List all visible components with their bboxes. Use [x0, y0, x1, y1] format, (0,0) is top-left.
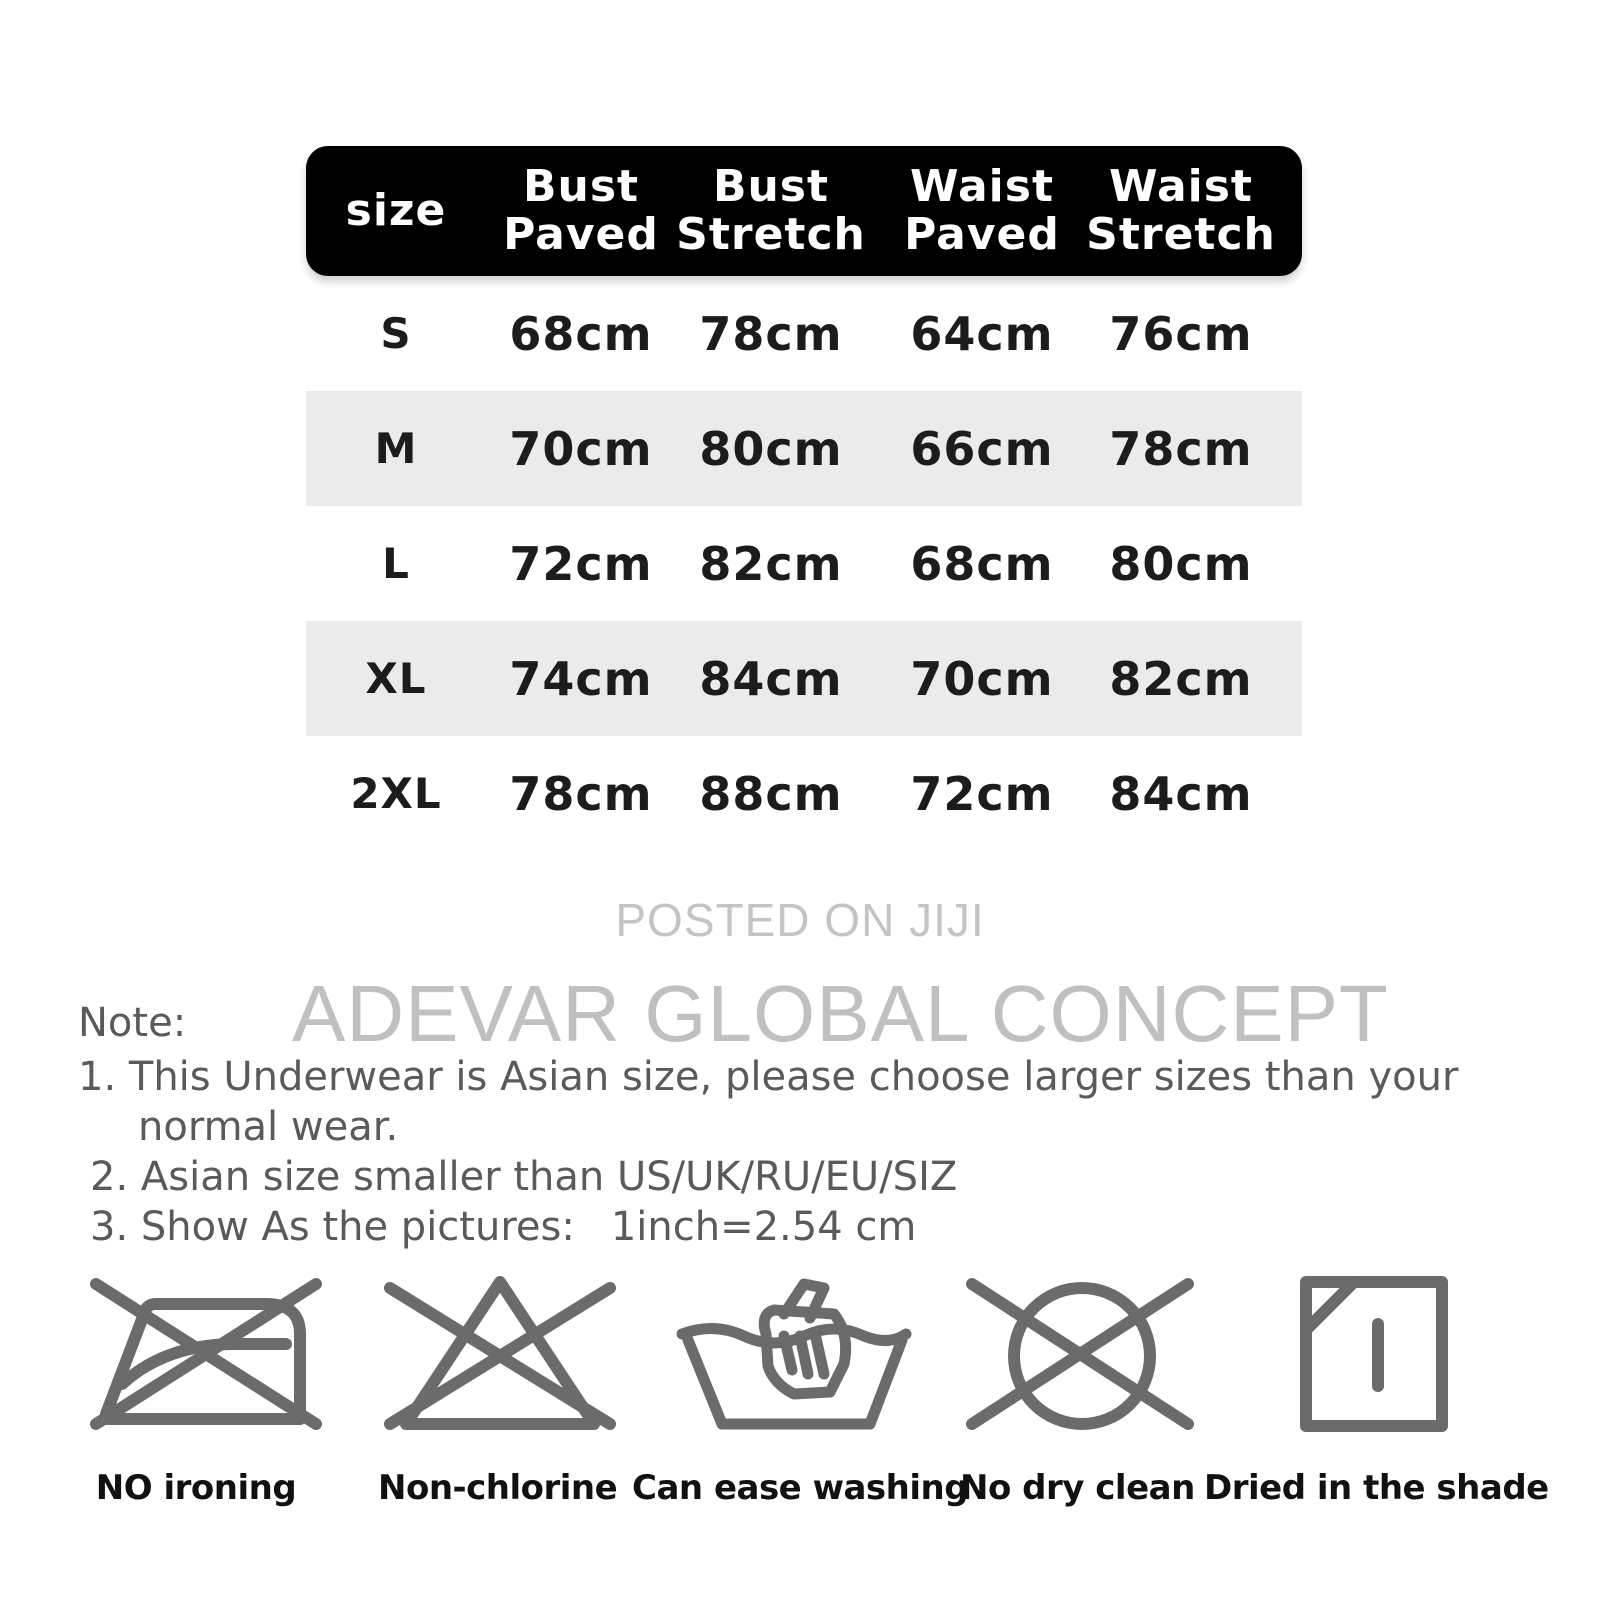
care-label-no-ironing: NO ironing: [95, 1468, 297, 1508]
table-header: [306, 146, 1302, 276]
waist-paved-cell: 72cm: [910, 766, 1054, 821]
bust-stretch-cell: 78cm: [699, 306, 843, 361]
waist-stretch-cell: 84cm: [1109, 766, 1253, 821]
size-cell: XL: [365, 654, 427, 703]
bust-stretch-cell: 80cm: [699, 421, 843, 476]
waist-stretch-cell: 82cm: [1109, 651, 1253, 706]
bust-paved-cell: 70cm: [509, 421, 653, 476]
waist-paved-cell: 68cm: [910, 536, 1054, 591]
seller-watermark: ADEVAR GLOBAL CONCEPT: [292, 969, 1389, 1058]
table-row: [306, 276, 1302, 391]
header-size: size: [345, 185, 447, 236]
note-1: 1. This Underwear is Asian size, please choose larger sizes than your: [78, 1054, 1459, 1100]
bust-paved-cell: 74cm: [509, 651, 653, 706]
no-ironing-icon: [86, 1274, 326, 1434]
waist-stretch-cell: 76cm: [1109, 306, 1253, 361]
header-bust-paved: Bust Paved: [503, 161, 659, 260]
size-cell: S: [380, 309, 412, 358]
table-row: [306, 506, 1302, 621]
size-table: [306, 146, 1302, 851]
care-label-hand-wash: Can ease washing: [632, 1468, 969, 1508]
notes-title: Note:: [78, 1000, 187, 1046]
dry-in-shade-icon: [1252, 1274, 1492, 1434]
no-dry-clean-icon: [962, 1274, 1202, 1434]
hand-wash-icon: [674, 1274, 914, 1434]
note-3-value: 1inch=2.54 cm: [610, 1204, 917, 1250]
care-label-non-chlorine: Non-chlorine: [378, 1468, 618, 1508]
size-cell: M: [374, 424, 418, 473]
table-row: [306, 621, 1302, 736]
posted-watermark: POSTED ON JIJI: [615, 894, 985, 946]
waist-paved-cell: 70cm: [910, 651, 1054, 706]
size-cell: 2XL: [350, 769, 442, 818]
bust-paved-cell: 78cm: [509, 766, 653, 821]
size-cell: L: [382, 539, 410, 588]
non-chlorine-icon: [380, 1274, 620, 1434]
bust-stretch-cell: 88cm: [699, 766, 843, 821]
bust-stretch-cell: 82cm: [699, 536, 843, 591]
care-label-dry-in-shade: Dried in the shade: [1204, 1468, 1549, 1508]
bust-paved-cell: 72cm: [509, 536, 653, 591]
waist-paved-cell: 66cm: [910, 421, 1054, 476]
header-waist-paved: Waist Paved: [904, 161, 1060, 260]
table-row: [306, 736, 1302, 851]
bust-stretch-cell: 84cm: [699, 651, 843, 706]
bust-paved-cell: 68cm: [509, 306, 653, 361]
note-1-continued: normal wear.: [138, 1104, 399, 1150]
note-3-label: 3. Show As the pictures:: [90, 1204, 575, 1250]
header-bust-stretch: Bust Stretch: [676, 161, 866, 260]
header-waist-stretch: Waist Stretch: [1086, 161, 1276, 260]
note-3: [90, 1204, 916, 1250]
waist-stretch-cell: 80cm: [1109, 536, 1253, 591]
note-2: 2. Asian size smaller than US/UK/RU/EU/SIZ: [90, 1154, 958, 1200]
table-row: [306, 391, 1302, 506]
waist-stretch-cell: 78cm: [1109, 421, 1253, 476]
care-label-no-dry-clean: No dry clean: [960, 1468, 1195, 1508]
waist-paved-cell: 64cm: [910, 306, 1054, 361]
